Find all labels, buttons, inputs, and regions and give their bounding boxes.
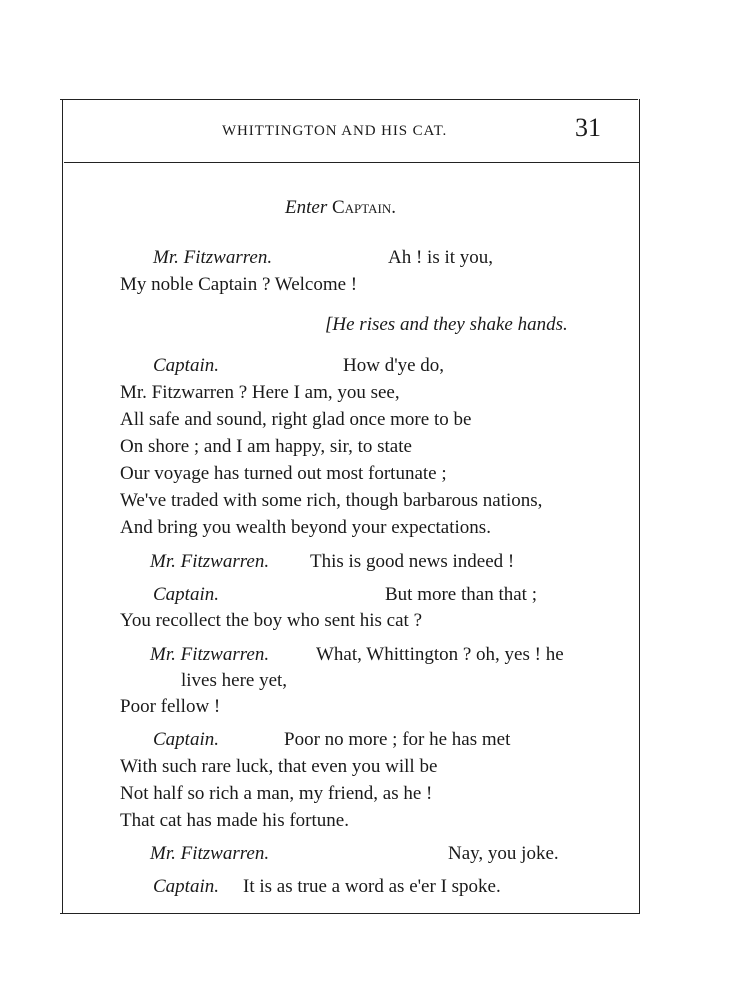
header-rule xyxy=(64,162,640,163)
verse-line: With such rare luck, that even you will be xyxy=(120,756,438,777)
speaker-name: Mr. Fitzwarren. xyxy=(153,247,273,268)
top-border-rule xyxy=(60,99,638,100)
stage-direction-enter xyxy=(285,197,396,219)
bottom-border-rule xyxy=(60,913,640,914)
verse-line: Ah ! is it you, xyxy=(388,247,494,268)
verse-line: Our voyage has turned out most fortunate ; xyxy=(120,463,447,484)
verse-line: Poor fellow ! xyxy=(120,696,221,717)
verse-line: You recollect the boy who sent his cat ? xyxy=(120,610,423,631)
verse-line: This is good news indeed ! xyxy=(310,551,515,572)
verse-line: Poor no more ; for he has met xyxy=(284,729,511,750)
speaker-name: Mr. Fitzwarren. xyxy=(150,843,270,864)
stage-direction-enter-name: Captain. xyxy=(331,197,397,218)
speaker-name: Captain. xyxy=(153,584,219,605)
verse-line: On shore ; and I am happy, sir, to state xyxy=(120,436,412,457)
stage-direction: [He rises and they shake hands. xyxy=(325,314,568,335)
verse-line: That cat has made his fortune. xyxy=(120,810,349,831)
verse-line: Mr. Fitzwarren ? Here I am, you see, xyxy=(120,382,400,403)
right-border-rule xyxy=(639,99,640,914)
running-head: WHITTINGTON AND HIS CAT. xyxy=(222,123,448,139)
verse-line: lives here yet, xyxy=(181,670,288,691)
verse-line: Not half so rich a man, my friend, as he ! xyxy=(120,783,433,804)
stage-direction-enter-word: Enter xyxy=(285,197,328,218)
speaker-name: Captain. xyxy=(153,876,219,897)
speaker-name: Captain. xyxy=(153,355,219,376)
verse-line: And bring you wealth beyond your expectations. xyxy=(120,517,491,538)
verse-line: We've traded with some rich, though barbarous nations, xyxy=(120,490,543,511)
verse-line: But more than that ; xyxy=(385,584,537,605)
verse-line: Nay, you joke. xyxy=(448,843,559,864)
speaker-name: Mr. Fitzwarren. xyxy=(150,644,270,665)
verse-line: How d'ye do, xyxy=(343,355,445,376)
verse-line: What, Whittington ? oh, yes ! he xyxy=(316,644,564,665)
verse-line: It is as true a word as e'er I spoke. xyxy=(243,876,501,897)
verse-line: All safe and sound, right glad once more to be xyxy=(120,409,472,430)
speaker-name: Mr. Fitzwarren. xyxy=(150,551,270,572)
speaker-name: Captain. xyxy=(153,729,219,750)
page-number: 31 xyxy=(575,113,601,142)
verse-line: My noble Captain ? Welcome ! xyxy=(120,274,358,295)
left-border-rule xyxy=(62,99,63,914)
